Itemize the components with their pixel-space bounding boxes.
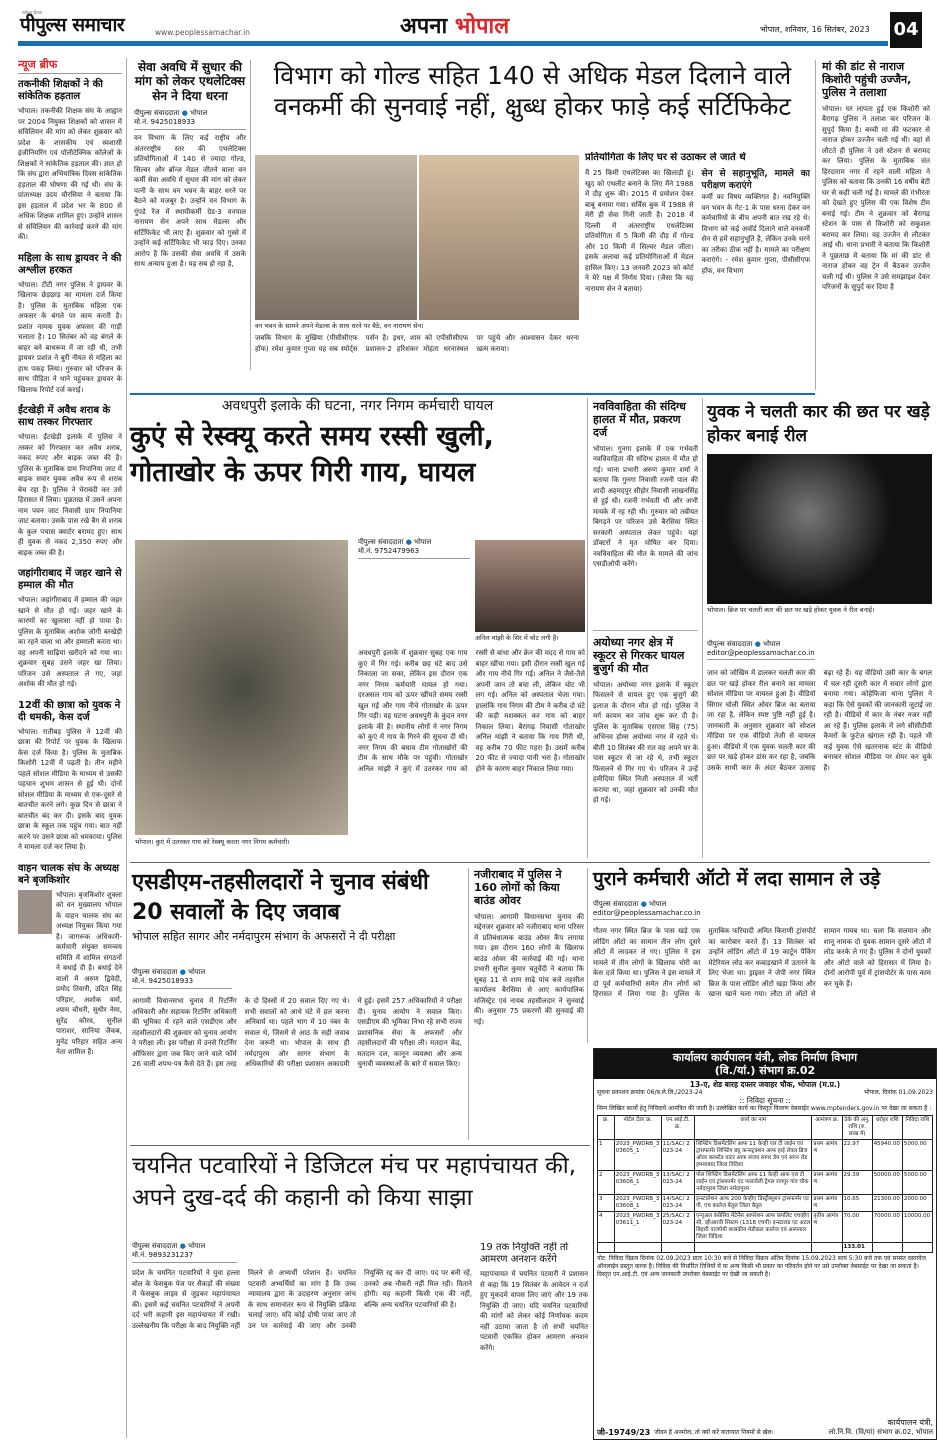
table-cell: 14/SAC/ 2023-24 [661,1195,695,1212]
page-number: 04 [890,12,922,48]
table-cell: 11/SAC/ 2023-24 [661,1140,695,1171]
table-cell: 29.39 [842,1171,872,1195]
lead-photo-man [255,155,417,320]
auto-theft-story: पुराने कर्मचारी ऑटो में लदा सामान ले उड़े पीपुल्स संवाददाता ● भोपाल editor@peoplessamachar.co.in गौतम नगर स्थित ब्रिज के पास खड़े एक लोडिंग ऑटो का सामान तीन लोग दूसरे ऑटो में लादकर ले गए। पुलिस ने इस मामले में तीन लोगों के खिलाफ चोरी का केस दर्ज किया था। पुलिस ने इस मामले में दो पूर्व कर्मचारियों समेत तीन लोगों को हिरासत में लिया गया है। पुलिस के मुताबिक फरियादी अमित किराणी ट्रांसपोर्ट का कारोबार करते हैं। 13 सितंबर को उन्होंने लोडिंग ऑटो में 19 कार्टून पैकिंग मेटेरियल लोड कर कबाड़खाने में उतारने के लिए भेजा था। ड्राइवर ने जेपी नगर स्थित ब्रिज के पास लोडिंग ऑटो खड़ा किया और खाना खाने चला गया। लौटा तो ऑटो से सामान गायब था। चला कि सलमान और शानू नामक दो युवक सामान दूसरे ऑटो में लोड करके ले गए हैं। पुलिस ने दोनों युवकों और ऑटो वाले को हिरासत में लिया है। दोनों आरोपी पूर्व में ट्रांसपोर्टर के पास काम कर चुके हैं। [593,868,931,998]
lead-story: विभाग को गोल्ड सहित 140 से अधिक मेडल दिलाने वाले वनकर्मी की सुनवाई नहीं, क्षुब्ध होकर फाड़े कई सर्टिफिकेट वन भवन के सामने अपने मेडल्स के साथ धरने पर बैठे, वन नारायण सेन। जबकि विभाग के मुखिया (पीसीसीएफ हॉफ) रमेश कुमार गुप्ता यह सब स्पोर्ट्स पर्सन है। इधर, शाम को एपीसीसीएफ प्रशासन-2 हरिशंकर मोहंता धरनास्थल पर पहुंचे और आश्वासन देकर धरना खत्म कराया। प्रतियोगिता के लिए घर से उठाकर ले जाते थे मैं 25 किमी एथलेटिक्स का खिलाड़ी हूं। खुद को एथलीट बनाने के लिए मैंने 1988 में दौड़ शुरू की। 2015 में प्रमोशन देकर बाबू बनाया गया। सर्विस बुक में 1988 से मेरी ही सेवा गिनी जाती है। 2018 में दिल्ली में अंतरराष्ट्रीय एथलेटिक्स प्रतियोगिता में 5 किमी की दौड़ में गोल्ड और 10 किमी में सिल्वर मेडल जीता। इसके अलावा कई प्रतियोगिताओं में मेडल हासिल किए। 13 जनवरी 2023 को कोर्ट ने मेरे पक्ष में निर्णय दिया। (जैसा कि यह नारायण सेन ने बताया) सेन से सहानुभूति, मामले का परीक्षण कराएंगे कर्मी का विषय व्यक्तिगत है। नवनियुक्ति वन भवन के गेट-1 के पास धरना देकर वन कर्मचारियों के बीच अपनी बात रख रहे थे। विभाग को कई अवॉर्ड दिलाने वाले वनकर्मी सेन से हमें सहानुभूति है, लेकिन उनके धरने का तरीका ठीक नहीं है। मामले का परीक्षण कराएंगे। - रमेश कुमार गुप्ता, पीसीसीएफ हॉफ, वन विभाग [255,61,810,353]
patwari-story: चयनित पटवारियों ने डिजिटल मंच पर महापंचायत की, अपने दुख-दर्द की कहानी को किया साझा पीपुल्स संवाददाता ● भोपाल मो.नं. 9893231237 प्रदेश के चयनित पटवारियों ने युवा हल्ला बोल के फेसबुक पेज पर सैकड़ों की संख्या में फेसबुक लाइव से जुड़कर महापंचायत की। इसमें कई चयनित पटवारियों ने अपनी दर्द भरी कहानी इस महापंचायत में रखी। उल्लेखनीय कि परीक्षा के बाद नियुक्ति नहीं मिलने से अभ्यर्थी परेशान हैं। चयनित पटवारी अभ्यर्थियों का मांग है कि उच्च न्यायालय द्वारा के उदाहरण अनुसार जांच के साथ समानांतर रूप से नियुक्ति प्रक्रिया चलाई जाए। यदि कोई दोषी पाया जाए तो उन पर कार्रवाई की जाए और उनकी नियुक्ति रद्द कर दी जाए। पद पर बनी रहें, उनको अब नौकरी नहीं मिल रही। विताने होगी। यह कहानी किसी एक की नहीं, बल्कि अन्य चयनित पटवारियों की है। 19 तक नियुक्ति नहीं तो आमरण अनशन करेंगे महापंचायत में चयनित पटवारी ने प्रशासन से कहा कि 19 सितंबर के आवेदन न दर्ज हुए मुकदमे वापस लिए जाएं और 19 तक नियुक्ति दी जाए। यदि चयनित पटवारियों की मांगों को लेकर कोई निर्णायक कदम नहीं उठाया जाता है तो सभी चयनित पटवारी एकत्रित होकर आमरण अनशन करेंगे। [132,1153,588,1352]
column-header: क्र. [598,1116,615,1140]
news-brief-label: न्यूज ब्रीफ [18,58,58,71]
table-cell: 5000.00 [902,1140,932,1171]
column-header: ठेके की अनु.राशि (रु.लाख में) [842,1116,872,1140]
bride-death-story: नवविवाहिता की संदिग्ध हालत में मौत, प्रकरण दर्ज भोपाल। गुनगा इलाके में एक गर्भवती नवविवाहिता की संदिग्ध हालत में मौत हो गई। थाना प्रभारी अरुण कुमार शर्मा ने बताया कि गुनगा निवासी रजनी पाल की शादी अहमदपुर सीहोर निवासी लाखनसिंह से हुई थी। रजनी गर्भवती थी और अभी मायके में रह रही थी। गुरुवार को तबीयत बिगड़ने पर परिजन उसे बैरसिया स्थित सरकारी अस्पताल लेकर पहुंचे। यहां डॉक्टरों ने मृत घोषित कर दिया। नवविवाहिता की मौत के मामले की जांच एसडीओपी करेंगे। [593,400,698,569]
table-cell: 21300.00 [872,1195,902,1212]
car-reel-photo [707,454,932,604]
table-cell: 13/SAC/ 2023-24 [661,1171,695,1195]
tender-notice-ad: कार्यालय कार्यपालन यंत्री, लोक निर्माण विभाग (वि./यां.) संभाग क्र.02 13-ए, शेड बारह दफ्तर जवाहर चौक, भोपाल (म.प्र.) सूचना प्रकाशन क्रमांक 06/ब.ले.लि./2023-24 भोपाल, दिनांक 01.09.2023 :: निविदा सूचना :: निम्न लिखित कार्यों हेतु निविदायें आमंत्रित की जाती है। उल्लेखित कार्य का विस्तृत विवरण वेबसाईट www.mptenders.gov.in पर देखा जा सकता है : क्र. पोर्टल टेंडर क्र. एन.आई.टी. क्र. कार्य का नाम आमंत्रण क्र. ठेके की अनु.राशि (रु.लाख में) धरोहर राशि निविदा राशि 1 2023_PWDRB_303605_1 11/SAC/ 2023-24 शिफ्टिंग डिसमेंटलिंग आफ 11 केव्ही एल टी लाईन एवं ट्रांसफार्मर शिफ्टिंग ड्यू कन्सट्रक्शन आफ हाई लेवल ब्रिज ओवर बलस्टेड वाटर आफ संजय सागर डेम एवं सगन रोड हमशाबाद जिला विदिशा प्रथम आमंत्रण 22.97 45940.00 5000.00 2 2023_PWDRB_303606_1 13/SAC/ 2023-24 पोल शिफ्टिंग डिसमेंटलिंग आफ 11 केव्ही आफ एल टी लाईन एवं ट्रांसफार्मर एट पालावेली ट्रैगल रायपुर गांव चौक नर्मदापुरम जिला नर्मदापुरम प्रथम आमंत्रण 29.39 50000.00 5000.00 3 2023_PWDRB_303608_1 14/SAC/ 2023-24 इन्स्टालेशन आफ 200 केव्हीए डिस्ट्रीब्यूशन ट्रांसफार्मर एट पी. एच कालेज बैतूल जिला बैतूल प्रथम आमंत्रण 10.65 21300.00 2000.00 4 2023_PWDRB_303611_1 25/SAC/ 2023-24 एन्यूअल कंप्रेसिव मेंटेनेंस आपरेशन आफ कंपलिट एचव्हीएसी, व्हीआरवी सिस्टम (1318 एचपी) इन्स्टालड एट अटल बिहारी वाजपेयी शासकीय मेडीकल कालेज एवं अस्पताल जिला विदिशा तृतीय आमंत्रण 70.00 70000.00 10000.00 133.01 नोट: निविदा विक्रय दिनांक 02.09.2023 प्रातः 10:30 बजे से निविदा विक्रय अंतिम दिनांक 15.09.2023 सायं 5:30 बजे तक एवं समस्त दस्तावेज ऑनलाईन प्रस्तुत करना है। निविदा की निर्धारित तिथियों में या अन्य किसी भी प्रकार का परिवर्तन होने पर उसे उपरोक्त वेबसाईट पर देखा जा सकता है। विस्तृत एन.आई.टी. एवं अन्य जानकारी उपरोक्त वेबसाईट पर देखी जा सकती है। कार्यपालन यंत्री, जी-19749/23 जीवन है अनमोल, तो क्यों करें यातायात नियमों से खेल। लो.नि.वि. (वि/यां) संभाग क्र.02, भोपाल [593,1048,937,1440]
logo: पीपुल्स समाचार [20,14,125,36]
signatory-office: लो.नि.वि. (वि/यां) संभाग क्र.02, भोपाल [828,1428,933,1436]
table-row [598,1140,933,1171]
tender-table: क्र. पोर्टल टेंडर क्र. एन.आई.टी. क्र. कार्य का नाम आमंत्रण क्र. ठेके की अनु.राशि (रु.लाख में) धरोहर राशि निविदा राशि 1 2023_PWDRB_303605_1 11/SAC/ 2023-24 शिफ्टिंग डिसमेंटलिंग आफ 11 केव्ही एल टी लाईन एवं ट्रांसफार्मर शिफ्टिंग ड्यू कन्सट्रक्शन आफ हाई लेवल ब्रिज ओवर बलस्टेड वाटर आफ संजय सागर डेम एवं सगन रोड हमशाबाद जिला विदिशा प्रथम आमंत्रण 22.97 45940.00 5000.00 2 2023_PWDRB_303606_1 13/SAC/ 2023-24 पोल शिफ्टिंग डिसमेंटलिंग आफ 11 केव्ही आफ एल टी लाईन एवं ट्रांसफार्मर एट पालावेली ट्रैगल रायपुर गांव चौक नर्मदापुरम जिला नर्मदापुरम प्रथम आमंत्रण 29.39 50000.00 5000.00 3 2023_PWDRB_303608_1 14/SAC/ 2023-24 इन्स्टालेशन आफ 200 केव्हीए डिस्ट्रीब्यूशन ट्रांसफार्मर एट पी. एच कालेज बैतूल जिला बैतूल प्रथम आमंत्रण 10.65 21300.00 2000.00 4 2023_PWDRB_303611_1 25/SAC/ 2023-24 एन्यूअल कंप्रेसिव मेंटेनेंस आपरेशन आफ कंपलिट एचव्हीएसी, व्हीआरवी सिस्टम (1318 एचपी) इन्स्टालड एट अटल बिहारी वाजपेयी शासकीय मेडीकल कालेज एवं अस्पताल जिला विदिशा तृतीय आमंत्रण 70.00 70000.00 10000.00 133.01 [597,1115,933,1253]
person-photo [18,890,52,934]
injured-man-photo [475,540,585,632]
column-header: आमंत्रण क्र. [812,1116,842,1140]
brief-item: वाहन चालक संघ के अध्यक्ष बने बृजकिशोर भोपाल। बृजकिशोर शुक्ला को वन मुख्यालय भोपाल के वाहन चालक संघ का अध्यक्ष नियुक्त किया गया है। जागरूक अधिकारी-कर्मचारी संयुक्त समन्वय समिति में शामिल संगठनों ने बधाई दी है। बधाई देने वालों में अरुण द्विवेदी, प्रमोद तिवारी, उदित सिंह परिहार, अशोक वर्मा, श्याम चौधरी, सुधीर नेमा, सुरेंद्र कौरव, सुनील पाराशर, सानिया जैकब, मुनेंद्र परिहार सहित अन्य नेता शामिल हैं। [18,862,122,1057]
header-rule [18,41,888,46]
table-cell: 5000.00 [902,1171,932,1195]
news-brief-column [18,58,122,1438]
issue-date: भोपाल, शनिवार, 16 सितंबर, 2023 [760,25,870,34]
site-url[interactable]: www.peoplessamachar.in [155,28,250,37]
table-cell: 22.97 [842,1140,872,1171]
missing-girl-story: मां की डांट से नाराज किशोरी पहुंची उज्जैन, पुलिस ने तलाशा भोपाल। घर लापता हुई एक किशोरी को बैरागढ़ पुलिस ने तलाश कर परिजन के सुपुर्द किया है। बच्ची मां की फटकार से नाराज होकर उज्जैन चली गई थी। वहां से लौटते ही पुलिस ने उसे स्टेशन से बरामद कर लिया। पुलिस के मुताबिक संत हिरदाराम नगर में रहने वाली महिला ने पुलिस को बताया कि उनकी 16 वर्षीय बेटी घर से कहीं चली गई है। मामले की गंभीरता को देखते हुए पुलिस की एक विशेष टीम बनाई गई। टीम ने शुक्रवार को बैरागढ़ स्टेशन के पास से किशोरी को सकुशल बरामद कर लिया। वह उज्जैन से लौटकर आई थी। थाना प्रभारी ने बताया कि किशोरी ने पूछताछ में बताया कि मां की डांट से नाराज होकर वह ट्रेन में बैठकर उज्जैन चली गई थी। पुलिस ने उसे समझाइश देकर परिजनों के सुपुर्द कर दिया है [822,60,930,292]
car-reel-story: युवक ने चलती कार की छत पर खड़े होकर बनाई रील भोपाल। ब्रिज पर चलती कार की छत पर खड़े होकर युवक ने रील बनाई। पीपुल्स संवाददाता ● भोपाल editor@peoplessamachar.co.in जान को जोखिम में डालकर चलती कार की छत पर खड़े होकर रील बनाने का मामला सोशल मीडिया पर वायरल हुआ है। वीडियो सिंगार चोली स्थित ओवर ब्रिज का बताया जा रहा है, लेकिन स्पष्ट पुष्टि नहीं हुई है। जानकारी के अनुसार शुक्रवार को सोशल मीडिया पर एक वीडियो तेजी से वायरल हुआ। वीडियो में एक युवक चलती कार की छत पर खड़े होकर डांस कर रहा है, जबकि उसके साथी कार के अंदर बैठकर उत्साह बढ़ा रहे हैं। यह वीडियो उसी कार के बगल में चल रही दूसरी कार में सवार लोगों द्वारा बनाया गया। कोहेफिजा थाना पुलिस ने कहा कि ऐसे युवकों की जानकारी जुटाई जा रही है। वीडियो में कार के नंबर नजर नहीं आ रहे हैं। पुलिस इलाके में लगे सीसीटीवी कैमरों के फुटेज खंगाल रही है। पहले भी कई युवक ऐसे खतरनाक स्टंट के वीडियो बनाकर सोशल मीडिया पर शेयर कर चुके हैं। [707,402,932,772]
table-cell: 2023_PWDRB_303608_1 [614,1195,661,1212]
table-row [598,1195,933,1212]
column-header: पोर्टल टेंडर क्र. [614,1116,661,1140]
lead-photo-woman [419,155,579,320]
athletics-story: सेवा अवधि में सुधार की मांग को लेकर एथलेटिक्स सेन ने दिया धरना पीपुल्स संवाददाता ● भोपाल मो.नं. 9425018933 वन विभाग के लिए कई राष्ट्रीय और अंतरराष्ट्रीय स्तर की एथलेटिक्स प्रतियोगिताओं में 140 से ज्यादा गोल्ड, सिल्वर और ब्रॉन्ज मेडल जीतने वाला वन कर्मी सेवा अवधि में सुधार की मांग को लेकर पत्नी के साथ वन भवन के बाहर धरने पर बैठने को मजबूर है। उन्होंने वन विभाग के गुंपडे रेंज में स्थायीकर्मी ग्रेड-3 वनपाल नारायण सेन अपने साथ मेडल्स और सर्टिफिकेट भी लाए हैं। शुक्रवार को गुस्से में उन्होंने कई सर्टिफिकेट भी फाड़ दिए। उनका आरोप है कि उसकी सेवा अवधि में उसके साथ अन्याय हुआ है। यह सब हो रहा है, [134,60,246,269]
well-photo [135,540,348,835]
table-cell: एन्यूअल कंप्रेसिव मेंटेनेंस आपरेशन आफ कंपलिट एचव्हीएसी, व्हीआरवी सिस्टम (1318 एचपी) इन्स्टालड एट अटल बिहारी वाजपेयी शासकीय मेडीकल कालेज एवं अस्पताल जिला विदिशा [695,1212,812,1243]
ad-slogan: जीवन है अनमोल, तो क्यों करें यातायात नियमों से खेल। [654,1429,774,1436]
lead-subhead: प्रतियोगिता के लिए घर से उठाकर ले जाते थे [585,152,746,163]
masthead [0,0,945,48]
table-cell: प्रथम आमंत्रण [812,1195,842,1212]
scooter-accident-story: अयोध्या नगर क्षेत्र में स्कूटर से गिरकर घायल बुजुर्ग की मौत भोपाल। अयोध्या नगर इलाके में स्कूटर फिसलने से घायल हुए एक बुजुर्ग की इलाज के दौरान मौत हो गई। पुलिस ने मर्ग कायम कर जांच शुरू कर दी है। पुलिस के मुताबिक एसएस सिंह (75) अभिनव होम्स अयोध्या नगर में रहते थे। बीती 10 सितंबर की रात वह अपने घर के पास स्कूटर से जा रहे थे, तभी स्कूटर फिसलने से गिर गए थे। परिजन ने उन्हें हमीदिया स्थित निजी अस्पताल में भर्ती कराया था, जहां शुक्रवार को उनकी मौत हो गई। [593,636,698,805]
table-row [598,1171,933,1195]
table-cell: शिफ्टिंग डिसमेंटलिंग आफ 11 केव्ही एल टी लाईन एवं ट्रांसफार्मर शिफ्टिंग ड्यू कन्सट्रक्शन आफ हाई लेवल ब्रिज ओवर बलस्टेड वाटर आफ संजय सागर डेम एवं सगन रोड हमशाबाद जिला विदिशा [695,1140,812,1171]
table-cell: 4 [598,1212,615,1243]
table-cell: 50000.00 [872,1171,902,1195]
table-cell: 45940.00 [872,1140,902,1171]
well-headline: कुएं से रेस्क्यू करते समय रस्सी खुली, गोताखोर के ऊपर गिरी गाय, घायल [130,420,494,488]
tagline: सर्वजन हिताय [22,10,43,15]
table-cell: 2023_PWDRB_303606_1 [614,1171,661,1195]
table-cell: तृतीय आमंत्रण [812,1212,842,1243]
column-header: कार्य का नाम [695,1116,812,1140]
table-cell: 10.65 [842,1195,872,1212]
table-cell: 25/SAC/ 2023-24 [661,1212,695,1243]
table-cell: 2023_PWDRB_303605_1 [614,1140,661,1171]
section-rule [130,393,815,395]
section-title: अपना भोपाल [400,14,510,39]
ad-code: जी-19749/23 [597,1428,651,1437]
table-cell: प्रथम आमंत्रण [812,1140,842,1171]
table-cell: 70.00 [842,1212,872,1243]
table-cell: 2 [598,1171,615,1195]
brief-item: तकनीकी शिक्षकों ने की सांकेतिक हड़ताल भोपाल। तकनीकी शिक्षक संघ के आह्वान पर 2004 नियुक्त शिक्षकों को शासन में संविलियन की मांग को लेकर शुक्रवार को प्रदेश के शासकीय एवं स्वशासी इंजीनियरिंग एवं पॉलीटेक्निक कॉलेजों के शिक्षकों ने सांकेतिक हड़ताल की। ज्ञात हो कि संघ द्वारा अभियांत्रिक दिवस सांकेतिक हड़ताल की घोषणा की गई थी। संघ के प्रांताध्यक्ष उदय चौरसिया ने बताया कि इस हड़ताल में प्रदेश भर के 800 से अधिक शिक्षक शामिल हुए। उन्होंने शासन से संविलियन की कार्रवाई करने की मांग की। [18,79,122,242]
signatory-title: कार्यपालन यंत्री, [887,1418,933,1427]
table-cell: इन्स्टालेशन आफ 200 केव्हीए डिस्ट्रीब्यूशन ट्रांसफार्मर एट पी. एच कालेज बैतूल जिला बैतूल [695,1195,812,1212]
table-cell: 3 [598,1195,615,1212]
byline: पीपुल्स संवाददाता ● भोपाल मो.नं. 9425018933 [134,109,246,130]
table-cell: 10000.00 [902,1212,932,1243]
table-cell: प्रथम आमंत्रण [812,1171,842,1195]
column-header: निविदा राशि [902,1116,932,1140]
brief-item: जहांगीराबाद में जहर खाने से हम्माल की मौत भोपाल। जहांगीराबाद में हम्माल की जहर खाने से मौत हो गई। जहर खाने के कारणों का खुलासा नहीं हो पाया है। पुलिस के मुताबिक अशोक जोगी बरखेड़ी का रहने वाला था और हम्माली करता था। वह अपनी साढ़ियां खरीदने को गया था। शुक्रवार सुबह उसने जहर खा लिया। परिजन उसे अस्पताल ले गए, जहां अशोक की मौत हो गई। [18,568,122,689]
table-row [598,1212,933,1243]
brief-item: ईंटखेड़ी में अवैध शराब के साथ तस्कर गिरफ्तार भोपाल। ईंटखेड़ी इलाके में पुलिस ने तस्कर को गिरफ्तार कर अवैध शराब, नकद रुपए और बाइक जब्त की है। पुलिस के मुताबिक ग्राम निपानिया जाट में बाइक सवार युवक अवैध रूप से शराब बेच रहा है। पुलिस ने घेराबंदी कर उसे हिरासत में लिया। पूछताछ में उसने अपना नाम पवन जाट निवासी ग्राम निपानिया जाट बताया। उसके पास रखे बैग से शराब के कुल पचास क्वार्टर बरामद हुए। साथ ही युवक से नकद 2,350 रुपए और बाइक जब्त की है। [18,405,122,557]
table-cell: 1 [598,1140,615,1171]
lead-headline: विभाग को गोल्ड सहित 140 से अधिक मेडल दिलाने वाले वनकर्मी की सुनवाई नहीं, क्षुब्ध होकर फाड़े कई सर्टिफिकेट [273,61,792,121]
bound-over-story: नजीराबाद में पुलिस ने 160 लोगों को किया बाउंड ओवर भोपाल। आगामी विधानसभा चुनाव की मद्देनजर शुक्रवार को नजीराबाद थाना परिसर में प्रतिबंधात्मक बाउंड ओवर कैंप लगाया गया। इस दौरान 160 लोगों के खिलाफ बाउंड ओवर की कार्रवाई की गई। थाना प्रभारी सुनील कुमार चतुर्वेदी ने बताया कि सुबह 11 से शाम साढ़े पांच बजे तहसील कार्यालय बैरसिया से आए कार्यपालिक मजिस्ट्रेट एवं नायब तहसीलदार ने सुनवाई की। अनुसार 75 प्रकरणों की सुनवाई की गई। [474,868,584,1026]
table-cell: 2023_PWDRB_303611_1 [614,1212,661,1243]
headline: सेवा अवधि में सुधार की मांग को लेकर एथलेटिक्स सेन ने दिया धरना [134,60,246,103]
sdm-exam-story: एसडीएम-तहसीलदारों ने चुनाव संबंधी 20 सवालों के दिए जवाब भोपाल सहित सागर और नर्मदापुरम संभाग के अफसरों ने दी परीक्षा पीपुल्स संवाददाता ● भोपाल मो.नं. 9425018933 आगामी विधानसभा चुनाव में रिटर्निंग अधिकारी और सहायक रिटर्निंग अधिकारी की भूमिका में रहने वाले एसडीएम और तहसीलदारों की शुक्रवार को चुनाव आयोग ने परीक्षा ली। इस परीक्षा में उनसे रिटर्निंग ऑफिसर द्वारा जब किए जाने वाले फॉर्म 26 वाली शपथ-पत्र कैसे देते हैं। इस तरह के दो हिस्सों में 20 सवाल दिए गए थे। सभी सवालों को आधे घंटे में हल करना अनिवार्य था। पहले भाग में 10 नंबर के सवाल थे, जिसमें से आठ के सही जवाब देना जरूरी था। भोपाल के साथ ही नर्मदापुरम और सागर संभाग के अधिकारियों की परीक्षा प्रशासन अकादमी में हुई। इसमें 257 अधिकारियों ने परीक्षा दी। चुनाव आयोग ने सवाल किए। एसडीएम की भूमिका निभा रहे सभी राज्य प्रशासनिक सेवा के अफसरों और तहसीलदारों की परीक्षा ली। मतदान केंद्र, मतदान दल, कानून व्यवस्था और अन्य चुनावी व्यवस्थाओं के बारे में सवाल किए। [132,870,462,1068]
column-header: धरोहर राशि [872,1116,902,1140]
brief-item: 12वीं की छात्रा को युवक ने दी धमकी, केस दर्ज भोपाल। रातीबड़ पुलिस ने 12वीं की छात्रा की रिपोर्ट पर युवक के खिलाफ केस दर्ज किया है। पुलिस के मुताबिक किशोरी 12वीं में पढ़ती है। तीन महीने पहले सोशल मीडिया के माध्यम से उसकी पहचान शुभम शासन से हुई थी। दोनों सोशल मीडिया के माध्यम से एक-दूसरे से बातचीत करने लगे। कुछ दिन से छात्रा ने बातचीत बंद कर दी। इसके बाद युवक छात्रा के स्कूल तक पहुंच गया। बात नहीं करने पर उसने छात्रा को धमकाया। पुलिस ने मामला दर्ज कर लिया है। [18,699,122,852]
table-cell: 2000.00 [902,1195,932,1212]
well-rescue-story: अवधपुरी इलाके की घटना, नगर निगम कर्मचारी घायल कुएं से रेस्क्यू करते समय रस्सी खुली, गोताखोर के ऊपर गिरी गाय, घायल भोपाल। कुएं में उतरकर गाय को रेस्क्यू करता नगर निगम कर्मचारी। पीपुल्स संवाददाता ● भोपाल मो.नं. 9752479963 अनिल मांझी के सिर में चोट लगी है। अवधपुरी इलाके में शुक्रवार सुबह एक गाय कुएं में गिर गई। करीब छह घंटे बाद उसे निकाला जा सका, लेकिन इस दौरान एक नगर निगम कर्मचारी घायल हो गया। दरअसल गाय को ऊपर खींचते समय रस्सी खुल गई और गाय नीचे गोताखोर के ऊपर गिर पड़ी। यह घटना अवधपुरी के कुंदन नगर इलाके की है। स्थानीय लोगों ने नगर निगम को कुएं में गाय के गिरने की सूचना दी थी। नगर निगम की बचाव टीम गोताखोरों की टीम के साथ मौके पर पहुंची। गोताखोर अनिल मांझी ने कुएं में उतरकर गाय को रस्सी से बांधा और क्रेन की मदद से गाय को बाहर खींचा गया। इसी दौरान रस्सी खुल गई और गाय नीचे गिर गई। अनिल ने जैसे-तैसे अपनी जान तो बचा ली, लेकिन चोट भी लग गई। अनिल को अस्पताल भेजा गया। हालांकि गाय निगम की टीम ने करीब दो घंटे की कड़ी मशक्कत कर गाय को बाहर निकाल लिया। बैरागढ़ निवासी गोताखोर अनिल मांझी ने बताया कि गाय गिरी थी, वह करीब 70 फीट गहरा है। उसमें करीब 20 फीट से ज्यादा पानी भरा है। गोताखोर होने के कारण बाहर निकाल लिया गया। [130,398,585,846]
brief-item: महिला के साथ ड्रायवर ने की अश्लील हरकत भोपाल। टीटी नगर पुलिस ने ड्रायवर के खिलाफ छेड़छाड़ का मामला दर्ज किया है। पुलिस के मुताबिक महिला एक अफसर के बंगले पर काम करती है। प्रशांत नामक युवक अफसर की गाड़ी चलाता है। 10 सितंबर को वह बंगले के बाहर बने बाथरूम में जा रही थी, तभी ड्रायवर प्रशांत ने बुरी नीयत से महिला का हाथ पकड़ लिया। गुरुवार को परिजन के साथ पीड़िता ने थाने पहुंचकर ड्रायवर के खिलाफ रिपोर्ट दर्ज कराई। [18,252,122,394]
column-header: एन.आई.टी. क्र. [661,1116,695,1140]
table-cell: पोल शिफ्टिंग डिसमेंटलिंग आफ 11 केव्ही आफ एल टी लाईन एवं ट्रांसफार्मर एट पालावेली ट्रैगल रायपुर गांव चौक नर्मदापुरम जिला नर्मदापुरम [695,1171,812,1195]
table-cell: 70000.00 [872,1212,902,1243]
